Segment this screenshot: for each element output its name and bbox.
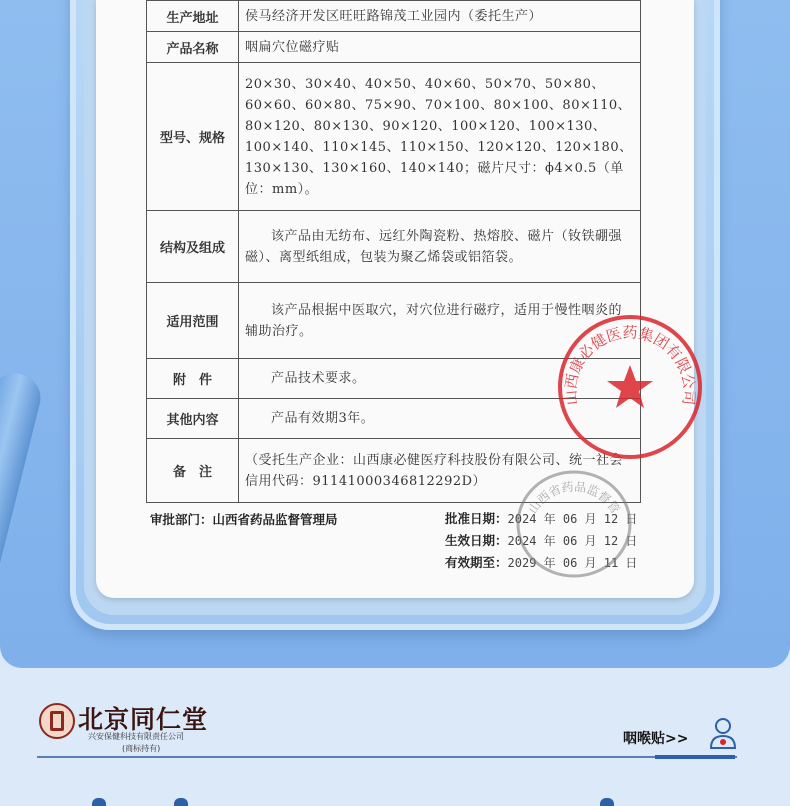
row-label: 生产地址 bbox=[147, 1, 239, 32]
table-row bbox=[147, 63, 641, 211]
brand-emblem-icon bbox=[38, 702, 76, 740]
footer-accent-bar bbox=[655, 755, 735, 759]
brand-company: 兴安保健科技有限责任公司 bbox=[88, 732, 184, 741]
row-label: 产品名称 bbox=[147, 32, 239, 63]
svg-text:山西省药品监督管: 山西省药品监督管 bbox=[525, 479, 623, 517]
approve-label: 批准日期： bbox=[445, 511, 508, 526]
dept-value: 山西省药品监督管理局 bbox=[212, 512, 338, 527]
footer-divider bbox=[37, 756, 737, 758]
brand-name: 北京同仁堂 bbox=[78, 705, 209, 734]
row-label: 型号、规格 bbox=[147, 63, 239, 211]
throat-person-icon[interactable] bbox=[708, 716, 738, 750]
row-value: 产品有效期3年。 bbox=[239, 399, 641, 439]
regulator-seal-icon bbox=[514, 468, 634, 580]
row-value: 咽扁穴位磁疗贴 bbox=[239, 32, 641, 63]
row-value: 侯马经济开发区旺旺路锦茂工业园内（委托生产） bbox=[239, 1, 641, 32]
row-label: 备 注 bbox=[147, 439, 239, 503]
table-row bbox=[147, 1, 641, 32]
row-value: 该产品由无纺布、远红外陶瓷粉、热熔胶、磁片（钕铁硼强磁）、离型纸组成，包装为聚乙烯袋或铝箔袋。 bbox=[239, 211, 641, 283]
throat-patch-link[interactable]: 咽喉贴>> bbox=[623, 731, 689, 747]
row-label: 其他内容 bbox=[147, 399, 239, 439]
expire-label: 有效期至： bbox=[445, 555, 508, 570]
approve-date: 2024 年 06 月 12 日 bbox=[507, 512, 638, 526]
company-seal-icon bbox=[556, 313, 704, 461]
brand-trademark: (商标持有) bbox=[122, 744, 161, 753]
row-label: 结构及组成 bbox=[147, 211, 239, 283]
effective-date: 2024 年 06 月 12 日 bbox=[507, 534, 638, 548]
row-label: 适用范围 bbox=[147, 283, 239, 359]
row-value: （受托生产企业：山西康必健医疗科技股份有限公司、统一社会信用代码：91141000346812292D） bbox=[239, 439, 641, 503]
svg-text:山西康必健医药集团有限公司: 山西康必健医药集团有限公司 bbox=[561, 323, 699, 406]
approval-dept bbox=[150, 510, 338, 528]
table-row bbox=[147, 211, 641, 283]
row-label: 附 件 bbox=[147, 359, 239, 399]
expire-date: 2029 年 06 月 11 日 bbox=[507, 556, 638, 570]
row-value: 20×30、30×40、40×50、40×60、50×70、50×80、60×60、60×80、75×90、70×100、80×100、80×110、80×120、80×130、90×120、100×120、100×130、100×140、110×145、110×150、120×120、120×180、130×130、130×160、140×140；磁片尺寸：ϕ4×0.5（单位：mm）。 bbox=[239, 63, 641, 211]
effective-label: 生效日期： bbox=[445, 533, 508, 548]
row-value: 该产品根据中医取穴，对穴位进行磁疗，适用于慢性咽炎的辅助治疗。 bbox=[239, 283, 641, 359]
row-value: 产品技术要求。 bbox=[239, 359, 641, 399]
dept-label: 审批部门： bbox=[150, 512, 213, 527]
table-row bbox=[147, 32, 641, 63]
